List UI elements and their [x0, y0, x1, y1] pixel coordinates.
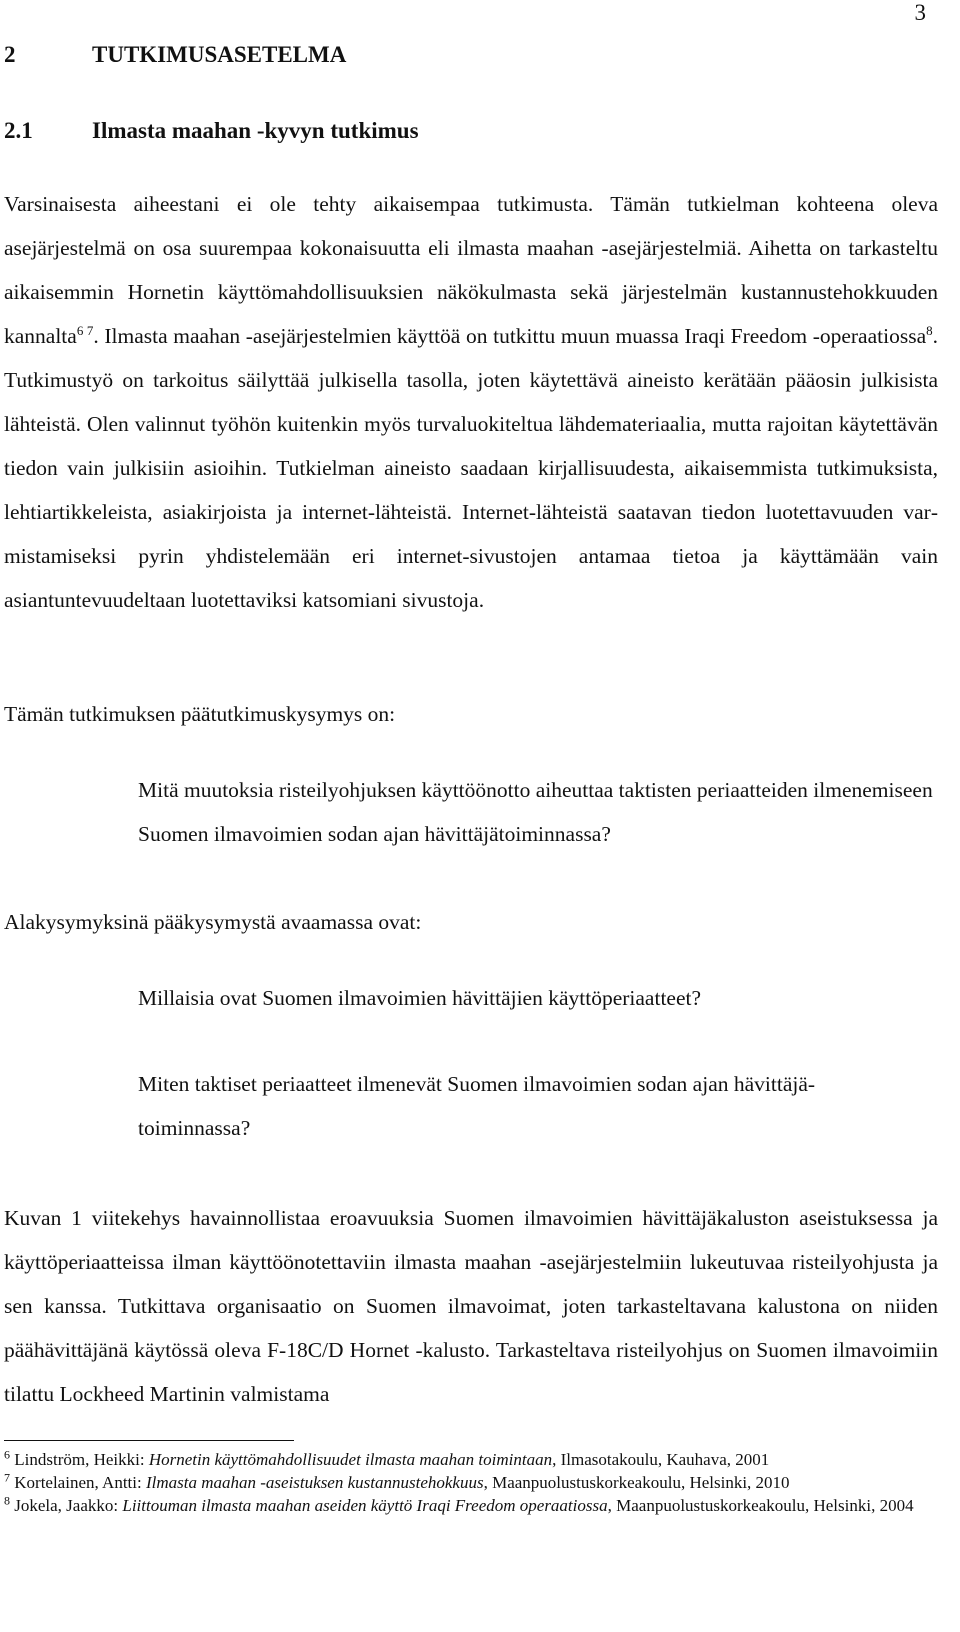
footnote-6	[4, 1448, 938, 1471]
paragraph-background-part2: . Ilmasta maahan -asejärjestelmien käyttöä on tutkittu muun muassa Iraqi Freedom -operaatiossa	[93, 324, 927, 348]
chapter-heading	[4, 42, 346, 68]
footnote-8	[4, 1494, 938, 1517]
footnote-ref-8: 8	[926, 322, 933, 338]
paragraph-main-question-intro: Tämän tutkimuksen päätutkimuskysymys on:	[4, 702, 396, 726]
chapter-title: TUTKIMUSASETELMA	[92, 42, 347, 67]
footnote-title: Ilmasta maahan -aseistuksen kustannustehokkuus	[145, 1473, 484, 1492]
page-number: 3	[914, 0, 926, 25]
section-heading	[4, 118, 419, 144]
footnote-author: Lindström, Heikki:	[14, 1450, 149, 1469]
footnote-author: Kortelainen, Antti:	[14, 1473, 146, 1492]
footnote-separator	[4, 1440, 294, 1441]
footnote-publisher: , Maanpuolustuskorkeakoulu, Helsinki, 2010	[483, 1473, 790, 1492]
sub-question-2: Miten taktiset periaatteet ilmenevät Suomen ilmavoimien sodan ajan hävittäjätoiminnassa?	[138, 1072, 816, 1140]
paragraph-framework: Kuvan 1 viitekehys havainnollistaa eroavuuksia Suomen ilmavoimien hävittäjäkaluston aseistuksessa ja käyttöperiaatteissa ilman käyttöönotettaviin ilmasta maahan -asejärjestelmiin lukeutuvaa risteilyohjusta ja sen kanssa. Tutkittava organisaatio on Suomen ilmavoimat, joten tarkasteltavana kalustona on niiden päähävittäjänä käytössä oleva F-18C/D Hornet -kalusto. Tarkasteltava risteilyohjus on Suomen ilmavoimiin tilattu Lockheed Martinin valmistama	[4, 1206, 938, 1406]
main-research-question: Mitä muutoksia risteilyohjuksen käyttöönotto aiheuttaa taktisten periaatteiden ilmenemiseen Suomen ilmavoimien sodan ajan hävittäjätoiminnassa?	[138, 778, 933, 846]
footnote-ref-6-7: 6 7	[76, 322, 94, 338]
footnote-title: Liittouman ilmasta maahan aseiden käyttö Iraqi Freedom operaatiossa	[122, 1496, 608, 1515]
section-number: 2.1	[4, 118, 33, 143]
footnote-title: Hornetin käyttömahdollisuudet ilmasta maahan toimintaan	[148, 1450, 553, 1469]
footnote-author: Jokela, Jaakko:	[14, 1496, 123, 1515]
section-title: Ilmasta maahan -kyvyn tutkimus	[92, 118, 419, 143]
footnote-publisher: , Ilmasotakoulu, Kauhava, 2001	[552, 1450, 770, 1469]
footnote-publisher: , Maanpuolustuskorkeakoulu, Helsinki, 2004	[607, 1496, 914, 1515]
footnote-7	[4, 1471, 938, 1494]
sub-question-1: Millaisia ovat Suomen ilmavoimien hävittäjien käyttöperiaatteet?	[138, 986, 702, 1010]
paragraph-background-part3: . Tutkimustyö on tarkoitus säilyttää julkisella tasolla, joten käytettävä aineisto kerätään pääosin julkisista lähteistä. Olen valinnut työhön kuitenkin myös turvaluokiteltua lähdemateriaalia, mutta rajoitan käytettävän tiedon vain julkisiin asioihin. Tutkielman aineisto saadaan kirjallisuudesta, aikaisemmista tutkimuksista, lehtiartikkeleista, asiakirjoista ja internet-lähteistä. Internet-lähteistä saatavan tiedon luotettavuuden varmistamiseksi pyrin yhdistelemään eri internet-sivustojen antamaa tietoa ja käyttämään vain asiantuntevuudeltaan luotettaviksi katsomiani sivustoja.	[4, 324, 938, 612]
paragraph-background	[4, 182, 938, 622]
footnote-number: 7	[4, 1470, 10, 1485]
footnote-number: 8	[4, 1493, 10, 1508]
paragraph-sub-questions-intro: Alakysymyksinä pääkysymystä avaamassa ovat:	[4, 910, 422, 934]
chapter-number: 2	[4, 42, 16, 67]
footnotes	[4, 1448, 938, 1517]
footnote-number: 6	[4, 1447, 10, 1462]
paragraph-background-part1: Varsinaisesta aiheestani ei ole tehty aikaisempaa tutkimusta. Tämän tutkielman kohteena oleva asejärjestelmä on osa suurempaa kokonaisuutta eli ilmasta maahan -asejärjestelmiä. Aihetta on tarkasteltu aikaisemmin Hornetin käyttömahdollisuuksien näkökulmasta sekä järjestelmän kustannustehokkuuden kannalta	[4, 192, 938, 348]
